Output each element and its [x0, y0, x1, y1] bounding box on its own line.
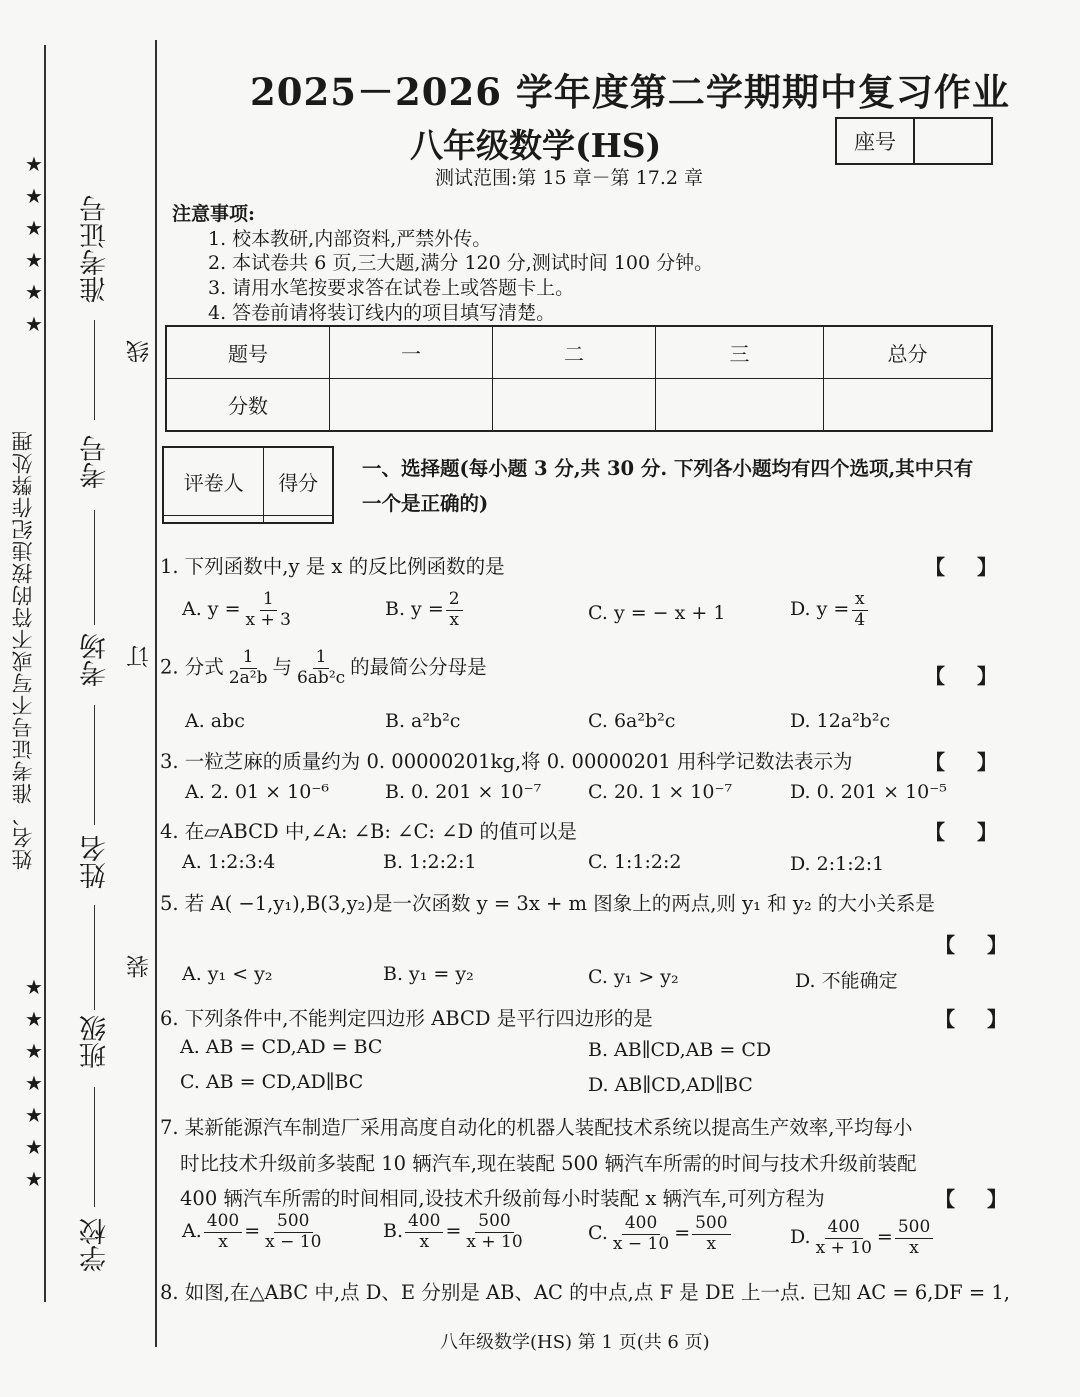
q2-option-b[interactable]: B. a²b²c [385, 710, 461, 732]
notice-item: 4. 答卷前请将装订线内的项目填写清楚。 [208, 302, 556, 324]
q6-option-a[interactable]: A. AB = CD,AD = BC [180, 1036, 383, 1058]
q3-option-b[interactable]: B. 0. 201 × 10⁻⁷ [385, 781, 542, 803]
notice-title: 注意事项: [172, 203, 256, 225]
field-class-line[interactable] [94, 1087, 95, 1207]
stars-top: ★★★★★★ [22, 152, 46, 344]
score-cell: 二 [493, 326, 656, 379]
q7-option-a[interactable]: A. $\frac{400}{x}$ = $\frac{500}{x - 10}$ [182, 1211, 322, 1252]
score-cell: 总分 [824, 326, 993, 379]
q1-answer-bracket[interactable]: 【】 [925, 555, 1029, 579]
q5-answer-bracket[interactable]: 【】 [935, 933, 1039, 957]
score-cell: 一 [330, 326, 493, 379]
q6-option-b[interactable]: B. AB∥CD,AB = CD [588, 1039, 772, 1061]
field-exam-no: 考号 [80, 435, 111, 489]
margin-warning: 姓名、准考证号不写或不符的按违纪作弊处理 [11, 430, 35, 870]
q5-option-d[interactable]: D. 不能确定 [795, 970, 898, 992]
score-input[interactable] [656, 379, 824, 432]
q3-option-d[interactable]: D. 0. 201 × 10⁻⁵ [790, 781, 947, 803]
test-range: 测试范围:第 15 章－第 17.2 章 [435, 167, 704, 189]
score-cell: 分数 [166, 379, 330, 432]
q7-option-c[interactable]: C. $\frac{400}{x - 10}$ = $\frac{500}{x}$ [588, 1214, 733, 1254]
seat-label: 座号 [837, 119, 915, 163]
score-input[interactable] [330, 379, 493, 432]
seat-number-box[interactable] [835, 117, 993, 165]
section-1-heading: 一、选择题(每小题 3 分,共 30 分. 下列各小题均有四个选项,其中只有一个是正确的) [362, 457, 974, 515]
q7-answer-bracket[interactable]: 【】 [935, 1187, 1039, 1211]
binding-mark-ding: 订 [127, 645, 153, 668]
score-table-header-row [166, 326, 992, 379]
q5-option-b[interactable]: B. y₁ = y₂ [383, 963, 474, 985]
score-table-score-row [166, 379, 992, 432]
q5-option-a[interactable]: A. y₁ < y₂ [182, 963, 273, 985]
q6-answer-bracket[interactable]: 【】 [935, 1007, 1039, 1031]
field-class: 班级 [80, 1015, 111, 1069]
q3-stem: 3. 一粒芝麻的质量约为 0. 00000201kg,将 0. 00000201 用科学记数法表示为 [160, 750, 853, 773]
field-exam-no-line[interactable] [94, 510, 95, 625]
q5-stem: 5. 若 A( −1,y₁),B(3,y₂)是一次函数 y = 3x + m 图象上的两点,则 y₁ 和 y₂ 的大小关系是 [160, 892, 935, 915]
q4-option-b[interactable]: B. 1:2:2:1 [383, 851, 477, 873]
q6-option-d[interactable]: D. AB∥CD,AD∥BC [588, 1074, 753, 1096]
q7-stem-line1: 7. 某新能源汽车制造厂采用高度自动化的机器人装配技术系统以提高生产效率,平均每小 [160, 1116, 913, 1139]
q8-stem: 8. 如图,在△ABC 中,点 D、E 分别是 AB、AC 的中点,点 F 是 DE 上一点. 已知 AC = 6,DF = 1, [160, 1281, 1011, 1304]
q4-answer-bracket[interactable]: 【】 [925, 820, 1029, 844]
q1-option-a[interactable]: A. y = $\frac{1}{x + 3}$ [182, 589, 291, 630]
q7-stem-line3: 400 辆汽车所需的时间相同,设技术升级前每小时装配 x 辆汽车,可列方程为 [180, 1187, 825, 1210]
q4-option-c[interactable]: C. 1:1:2:2 [588, 851, 682, 873]
q2-answer-bracket[interactable]: 【】 [925, 664, 1029, 688]
q7-option-d[interactable]: D. $\frac{400}{x + 10}$ = $\frac{500}{x}$ [790, 1218, 935, 1258]
page-title: 2025－2026 学年度第二学期期中复习作业 [250, 70, 1010, 114]
score-input[interactable] [264, 516, 333, 523]
page-subtitle: 八年级数学(HS) [410, 126, 662, 165]
score-input[interactable] [824, 379, 993, 432]
page-footer: 八年级数学(HS) 第 1 页(共 6 页) [440, 1332, 710, 1353]
q3-option-a[interactable]: A. 2. 01 × 10⁻⁶ [185, 781, 329, 803]
field-name-line[interactable] [94, 905, 95, 1010]
score-cell: 三 [656, 326, 824, 379]
q4-stem: 4. 在▱ABCD 中,∠A: ∠B: ∠C: ∠D 的值可以是 [160, 820, 577, 843]
notice-item: 1. 校本教研,内部资料,严禁外传。 [208, 228, 492, 250]
q7-option-b[interactable]: B. $\frac{400}{x}$ = $\frac{500}{x + 10}$ [383, 1211, 523, 1252]
q1-option-b[interactable]: B. y = $\frac{2}{x}$ [385, 590, 465, 630]
score-label: 得分 [264, 447, 333, 516]
q2-option-d[interactable]: D. 12a²b²c [790, 710, 891, 732]
score-input[interactable] [493, 379, 656, 432]
q5-option-c[interactable]: C. y₁ > y₂ [588, 966, 679, 988]
binding-mark-zhuang: 装 [127, 955, 153, 978]
q3-answer-bracket[interactable]: 【】 [925, 750, 1029, 774]
binding-line [155, 40, 157, 1347]
stars-bottom: ★★★★★★★ [22, 975, 46, 1199]
binding-mark-xian: 线 [127, 340, 153, 363]
score-cell: 题号 [166, 326, 330, 379]
q1-option-c[interactable]: C. y = − x + 1 [588, 602, 726, 624]
grader-label: 评卷人 [163, 447, 264, 516]
field-exam-room: 考场 [80, 633, 111, 687]
q2-option-a[interactable]: A. abc [185, 710, 245, 732]
q6-stem: 6. 下列条件中,不能判定四边形 ABCD 是平行四边形的是 [160, 1007, 653, 1030]
q3-option-c[interactable]: C. 20. 1 × 10⁻⁷ [588, 781, 733, 803]
grader-input[interactable] [163, 516, 264, 523]
field-name: 姓名 [80, 835, 111, 889]
field-school: 学校 [80, 1218, 111, 1272]
q2-option-c[interactable]: C. 6a²b²c [588, 710, 676, 732]
q4-option-d[interactable]: D. 2:1:2:1 [790, 853, 885, 875]
q2-stem: 2. 分式 $\frac{1}{\text{2a²b}}$ 与 $\frac{1}{\text{6ab²c}}$ 的最简公分母是 [160, 647, 487, 688]
score-table [165, 325, 993, 432]
field-exam-id: 准考证号 [80, 195, 111, 303]
q7-stem-line2: 时比技术升级前多装配 10 辆汽车,现在装配 500 辆汽车所需的时间与技术升级前装配 [180, 1152, 917, 1175]
q1-option-d[interactable]: D. y = $\frac{x}{4}$ [790, 590, 870, 630]
seat-input[interactable] [915, 119, 991, 163]
field-exam-room-line[interactable] [94, 705, 95, 825]
notice-item: 2. 本试卷共 6 页,三大题,满分 120 分,测试时间 100 分钟。 [208, 252, 714, 274]
notice-item: 3. 请用水笔按要求答在试卷上或答题卡上。 [208, 277, 575, 299]
field-exam-id-line[interactable] [94, 320, 95, 420]
q4-option-a[interactable]: A. 1:2:3:4 [182, 851, 276, 873]
grader-table [162, 446, 334, 524]
q6-option-c[interactable]: C. AB = CD,AD∥BC [180, 1071, 364, 1093]
q1-stem: 1. 下列函数中,y 是 x 的反比例函数的是 [160, 555, 505, 578]
